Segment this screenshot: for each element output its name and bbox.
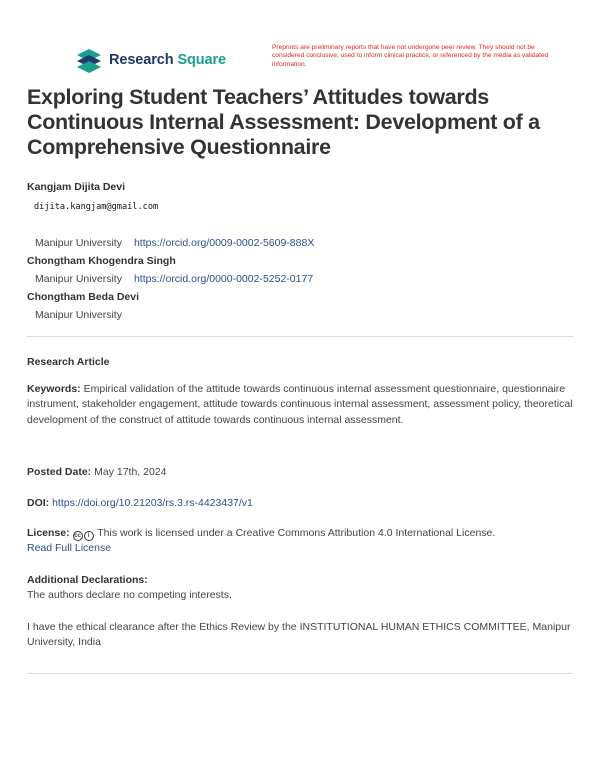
keywords-label: Keywords: [27, 383, 81, 395]
license-section [27, 526, 575, 557]
doi-section [27, 496, 575, 511]
doi-label: DOI: [27, 497, 50, 509]
keywords-section [27, 382, 575, 428]
doi-link[interactable]: https://doi.org/10.21203/rs.3.rs-4423437/v1 [52, 497, 253, 509]
affiliation-text: Manipur University [35, 237, 122, 249]
article-title: Exploring Student Teachers’ Attitudes towards Continuous Internal Assessment: Development of a Comprehensive Questionnaire [27, 85, 540, 159]
declarations-label: Additional Declarations: [27, 574, 148, 586]
author-name: Kangjam Dijita Devi [27, 181, 126, 193]
affiliation-text: Manipur University [35, 273, 122, 285]
author-email[interactable]: dijita.kangjam@gmail.com [34, 202, 159, 212]
competing-interests: The authors declare no competing interests. [27, 589, 232, 602]
posted-value: May 17th, 2024 [91, 466, 167, 478]
brand-name: Research Square [109, 52, 226, 68]
author-name: Chongtham Khogendra Singh [27, 255, 176, 267]
research-square-logo-icon [75, 47, 103, 73]
author-affiliation [35, 237, 314, 249]
author-name: Chongtham Beda Devi [27, 291, 140, 303]
keywords-text: Empirical validation of the attitude towards continuous internal assessment questionnaire, questionnaire instrument, stakeholder engagement, attitude towards continuous internal assessment, assessment policy, theoretical development of the construct of attitude towards continuous internal assessment. [27, 383, 573, 426]
affiliation-text: Manipur University [35, 309, 122, 321]
divider [27, 673, 573, 674]
attribution-icon: i [84, 531, 94, 541]
orcid-link[interactable]: https://orcid.org/0009-0002-5609-888X [133, 237, 315, 249]
orcid-link[interactable]: https://orcid.org/0000-0002-5252-0177 [133, 273, 314, 285]
article-type: Research Article [27, 356, 110, 368]
divider [27, 336, 573, 337]
license-label: License: [27, 527, 70, 539]
posted-date [27, 465, 575, 480]
author-affiliation [35, 273, 313, 285]
research-square-logo[interactable] [75, 46, 226, 74]
preprint-disclaimer: Preprints are preliminary reports that have not undergone peer review. They should not be considered conclusive, used to inform clinical practice, or referenced by the media as validated information. [272, 44, 549, 68]
page-header [75, 44, 575, 76]
posted-label: Posted Date: [27, 466, 92, 478]
ethics-statement: I have the ethical clearance after the Ethics Review by the INSTITUTIONAL HUMAN ETHICS COMMITTEE, Manipur University, India [27, 621, 571, 649]
author-affiliation [35, 309, 122, 321]
creative-commons-icon: cc [74, 533, 81, 539]
declarations-section [27, 573, 575, 604]
license-text: This work is licensed under a Creative Commons Attribution 4.0 International License. [94, 527, 496, 539]
read-full-license-link[interactable]: Read Full License [27, 542, 112, 555]
